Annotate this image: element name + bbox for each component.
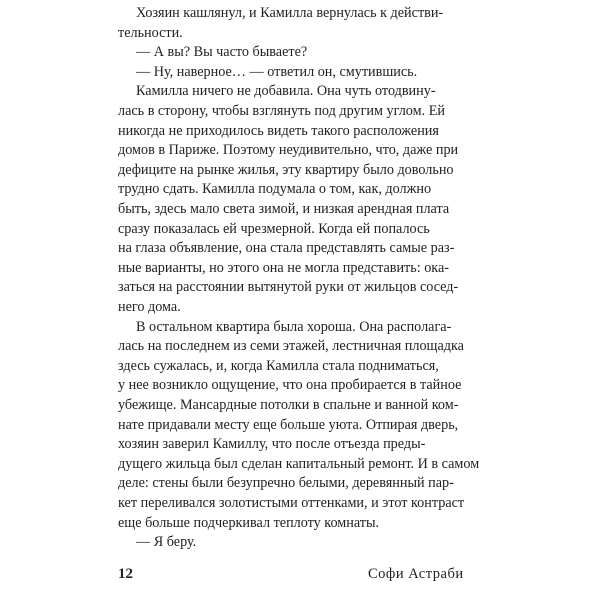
text-line: тельности. [118, 24, 183, 41]
text-line: лась в сторону, чтобы взглянуть под другим углом. Ей [118, 103, 445, 119]
text-line: никогда не приходилось видеть такого расположения [118, 122, 439, 139]
text-line: Хозяин кашлянул, и Камилла вернулась к действи- [136, 5, 444, 21]
text-line: убежище. Мансардные потолки в спальне и ванной ком- [118, 397, 459, 413]
text-line: на глаза объявление, она стала представлять самые раз- [118, 240, 455, 257]
text-line: — А вы? Вы часто бываете? [136, 44, 308, 61]
text-line: — Я беру. [136, 534, 197, 551]
text-line: лась на последнем из семи этажей, лестничная площадка [118, 338, 464, 355]
text-line: — Ну, наверное… — ответил он, смутившись. [136, 63, 418, 80]
text-line: кет переливался золотистыми оттенками, и этот контраст [118, 495, 465, 511]
text-line: ные варианты, но этого она не могла представить: ока- [118, 259, 450, 276]
text-line: сразу показалась ей чрезмерной. Когда ей попалось [118, 220, 430, 237]
text-line: В остальном квартира была хороша. Она располага- [136, 318, 452, 335]
text-line: нате придавали месту еще больше уюта. Отпирая дверь, [118, 416, 459, 433]
text-line: него дома. [118, 299, 181, 315]
text-line: дущего жильца был сделан капитальный ремонт. И в самом [118, 455, 480, 472]
text-line: у нее возникло ощущение, что она пробирается в тайное [118, 377, 462, 394]
text-line: дефиците на рынке жилья, эту квартиру было довольно [118, 161, 454, 178]
text-line: здесь сужалась, и, когда Камилла стала подниматься, [118, 357, 439, 374]
text-line: быть, здесь мало света зимой, и низкая арендная плата [118, 201, 450, 217]
text-line: домов в Париже. Поэтому неудивительно, что, даже при [118, 142, 459, 159]
text-line: деле: стены были безупречно белыми, деревянный пар- [118, 475, 454, 492]
text-line: хозяин заверил Камиллу, что после отъезда преды- [118, 436, 426, 453]
text-line: трудно сдать. Камилла подумала о том, как, должно [118, 181, 432, 198]
running-footer-author: Софи Астраби [368, 566, 464, 582]
page-number: 12 [118, 566, 133, 582]
text-line: заться на расстоянии вытянутой руки от жильцов сосед- [118, 279, 459, 296]
text-line: еще больше подчеркивал теплоту комнаты. [118, 514, 380, 531]
text-line: Камилла ничего не добавила. Она чуть отодвину- [136, 83, 436, 100]
